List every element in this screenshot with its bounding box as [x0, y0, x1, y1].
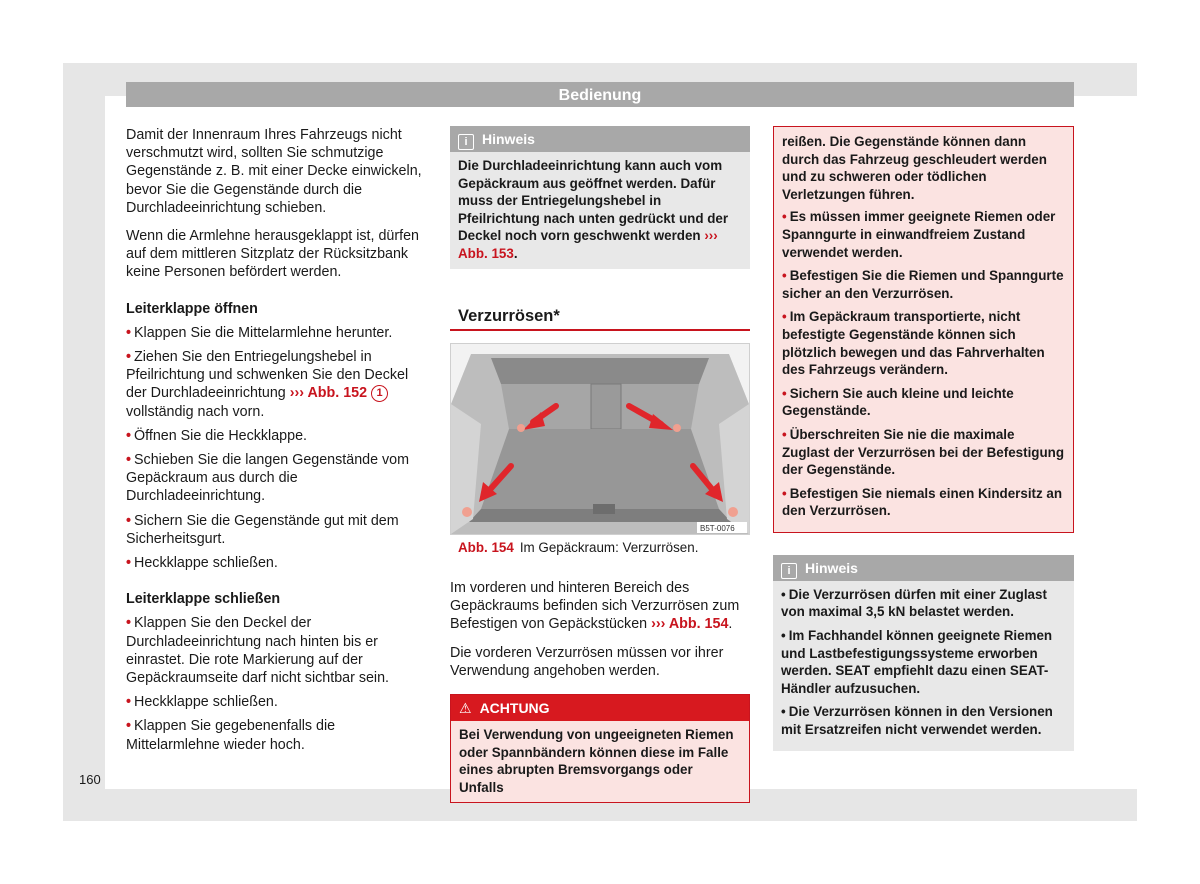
list-item: • Überschreiten Sie nie die maximale Zuglast der Verzurrösen bei der Befestigung der Gegenstände. [782, 426, 1065, 478]
list-item: • Öffnen Sie die Heckklappe. [126, 427, 308, 444]
list-item: • Im Fachhandel können geeignete Riemen und Lastbefestigungssysteme erworben werden. SEAT empfiehlt dazu einen SEAT-Händler aufzusuchen. [781, 628, 1053, 696]
intro-paragraph: Damit der Innenraum Ihres Fahrzeugs nicht verschmutzt wird, sollten Sie schmutzige Gegenstände z. B. mit einer Decke einwickeln, bevor Sie die Gegenstände durch die Durchladeeinrichtung schieben. [126, 127, 422, 216]
page-number: 160 [79, 772, 101, 787]
close-section-title: Leiterklappe schließen [126, 591, 281, 608]
info-icon: i [458, 134, 474, 150]
open-section-title: Leiterklappe öffnen [126, 300, 258, 317]
trunk-illustration [451, 344, 749, 534]
figure-reference-link[interactable]: ››› Abb. 154 [651, 616, 729, 633]
figure-code: B5T-0076 [700, 523, 735, 533]
section-title: Verzurrösen* [450, 307, 750, 331]
list-item: • Schieben Sie die langen Gegenstände vom Gepäckraum aus durch die Durchladeeinrichtung. [126, 452, 410, 505]
hint-header: i Hinweis [450, 126, 750, 152]
warning-box [450, 694, 750, 803]
hint-box [450, 126, 750, 269]
warning-header: ⚠ ACHTUNG [451, 695, 749, 721]
list-item: • Befestigen Sie die Riemen und Spanngurte sicher an den Verzurrösen. [782, 268, 1064, 301]
hint-body [773, 581, 1074, 751]
column-right [773, 126, 1074, 751]
trunk-figure [450, 343, 750, 535]
list-item: • Es müssen immer geeignete Riemen oder Spanngurte in einwandfreiem Zustand verwendet werden. [782, 209, 1056, 260]
list-item: • Befestigen Sie niemals einen Kindersitz an den Verzurrösen. [782, 485, 1063, 519]
callout-number-icon: 1 [371, 385, 388, 402]
warning-box-continued [773, 126, 1074, 533]
list-item: • Sichern Sie auch kleine und leichte Gegenstände. [782, 385, 1014, 419]
info-icon: i [781, 563, 797, 579]
figure-caption: Abb. 154 Im Gepäckraum: Verzurrösen. [458, 539, 699, 555]
hint-body: Die Durchladeeinrichtung kann auch vom Gepäckraum aus geöffnet werden. Dafür muss der Entriegelungshebel in Pfeilrichtung nach unten gedrückt und der Deckel noch vorn geschwenkt werden ››› Abb. 153. [458, 158, 729, 261]
warning-body: Bei Verwendung von ungeeigneten Riemen oder Spannbändern können diese im Falle eines abrupten Bremsvorgangs oder Unfalls [459, 726, 734, 795]
figure-reference-link[interactable]: ››› Abb. 153 [458, 228, 718, 261]
armrest-paragraph: Wenn die Armlehne herausgeklappt ist, dürfen auf dem mittleren Sitzplatz der Rücksitzbank keine Personen befördert werden. [126, 228, 420, 281]
anchor-paragraph: Im vorderen und hinteren Bereich des Gepäckraums befinden sich Verzurrösen zum Befestigen von Gepäckstücken ››› Abb. 154. [450, 579, 740, 633]
front-anchor-paragraph: Die vorderen Verzurrösen müssen vor ihrer Verwendung angehoben werden. [450, 644, 724, 679]
hint-box-right [773, 555, 1074, 751]
warning-continued-text: reißen. Die Gegenstände können dann durch das Fahrzeug geschleudert werden und zu schweren oder tödlichen Verletzungen führen. [782, 134, 1047, 202]
warning-triangle-icon: ⚠ [459, 699, 472, 716]
list-item: • Klappen Sie den Deckel der Durchladeeinrichtung nach hinten bis er einrastet. Die rote Markierung auf der Gepäckraumseite darf nicht sichtbar sein. [126, 615, 390, 687]
list-item: • Klappen Sie gegebenenfalls die Mittelarmlehne wieder hoch. [126, 718, 336, 753]
chapter-header: Bedienung [126, 82, 1074, 107]
list-item: • Die Verzurrösen dürfen mit einer Zuglast von maximal 3,5 kN belastet werden. [781, 586, 1047, 620]
figure-reference-link[interactable]: ››› Abb. 152 [289, 385, 368, 402]
list-item: • Ziehen Sie den Entriegelungshebel in Pfeilrichtung und schwenken Sie den Deckel der Durchladeeinrichtung ››› Abb. 152 1 vollständig nach vorn. [126, 349, 409, 420]
list-item: • Die Verzurrösen können in den Versionen mit Ersatzreifen nicht verwendet werden. [781, 704, 1053, 738]
list-item: • Heckklappe schließen. [126, 694, 278, 711]
list-item: • Heckklappe schließen. [126, 555, 278, 572]
list-item: • Klappen Sie die Mittelarmlehne herunter. [126, 324, 393, 341]
column-left [126, 126, 426, 760]
hint-header: i Hinweis [773, 555, 1074, 581]
column-middle [450, 126, 750, 803]
list-item: • Sichern Sie die Gegenstände gut mit dem Sicherheitsgurt. [126, 512, 399, 547]
list-item: • Im Gepäckraum transportierte, nicht befestigte Gegenstände können sich plötzlich bewegen und das Fahrverhalten des Fahrzeugs verändern. [782, 309, 1045, 378]
